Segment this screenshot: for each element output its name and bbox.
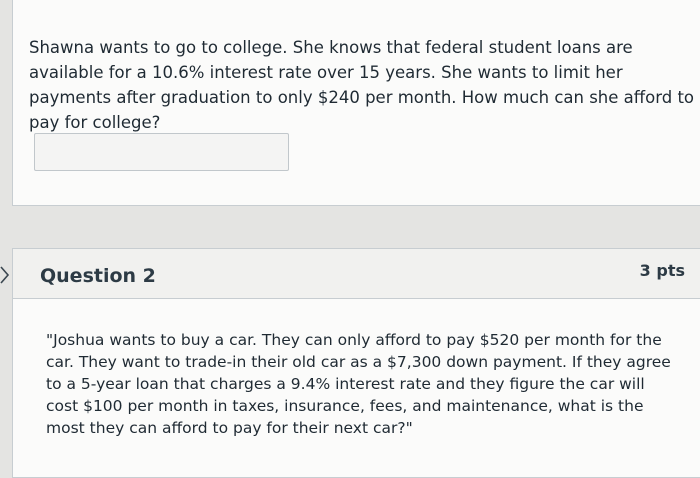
- question-2-title: Question 2: [40, 265, 156, 287]
- question-2-points: 3 pts: [639, 261, 685, 280]
- chevron-right-icon[interactable]: [0, 266, 10, 284]
- question-2-header: [13, 249, 700, 299]
- question-1-answer-input[interactable]: [34, 133, 289, 171]
- question-1-card: [12, 0, 700, 206]
- question-2-text: "Joshua wants to buy a car. They can only afford to pay $520 per month for the car. They want to trade-in their old car as a $7,300 down payment. If they agree to a 5-year loan that charges a 9.4% interest rate and they figure the car will cost $100 per month in taxes, insurance, fees, and maintenance, what is the most they can afford to pay for their next car?": [46, 331, 671, 437]
- question-1-text: Shawna wants to go to college. She knows that federal student loans are available for a 10.6% interest rate over 15 years. She wants to limit her payments after graduation to only $240 per month. How much can she afford to pay for college?: [29, 38, 695, 132]
- question-2-card: [12, 248, 700, 478]
